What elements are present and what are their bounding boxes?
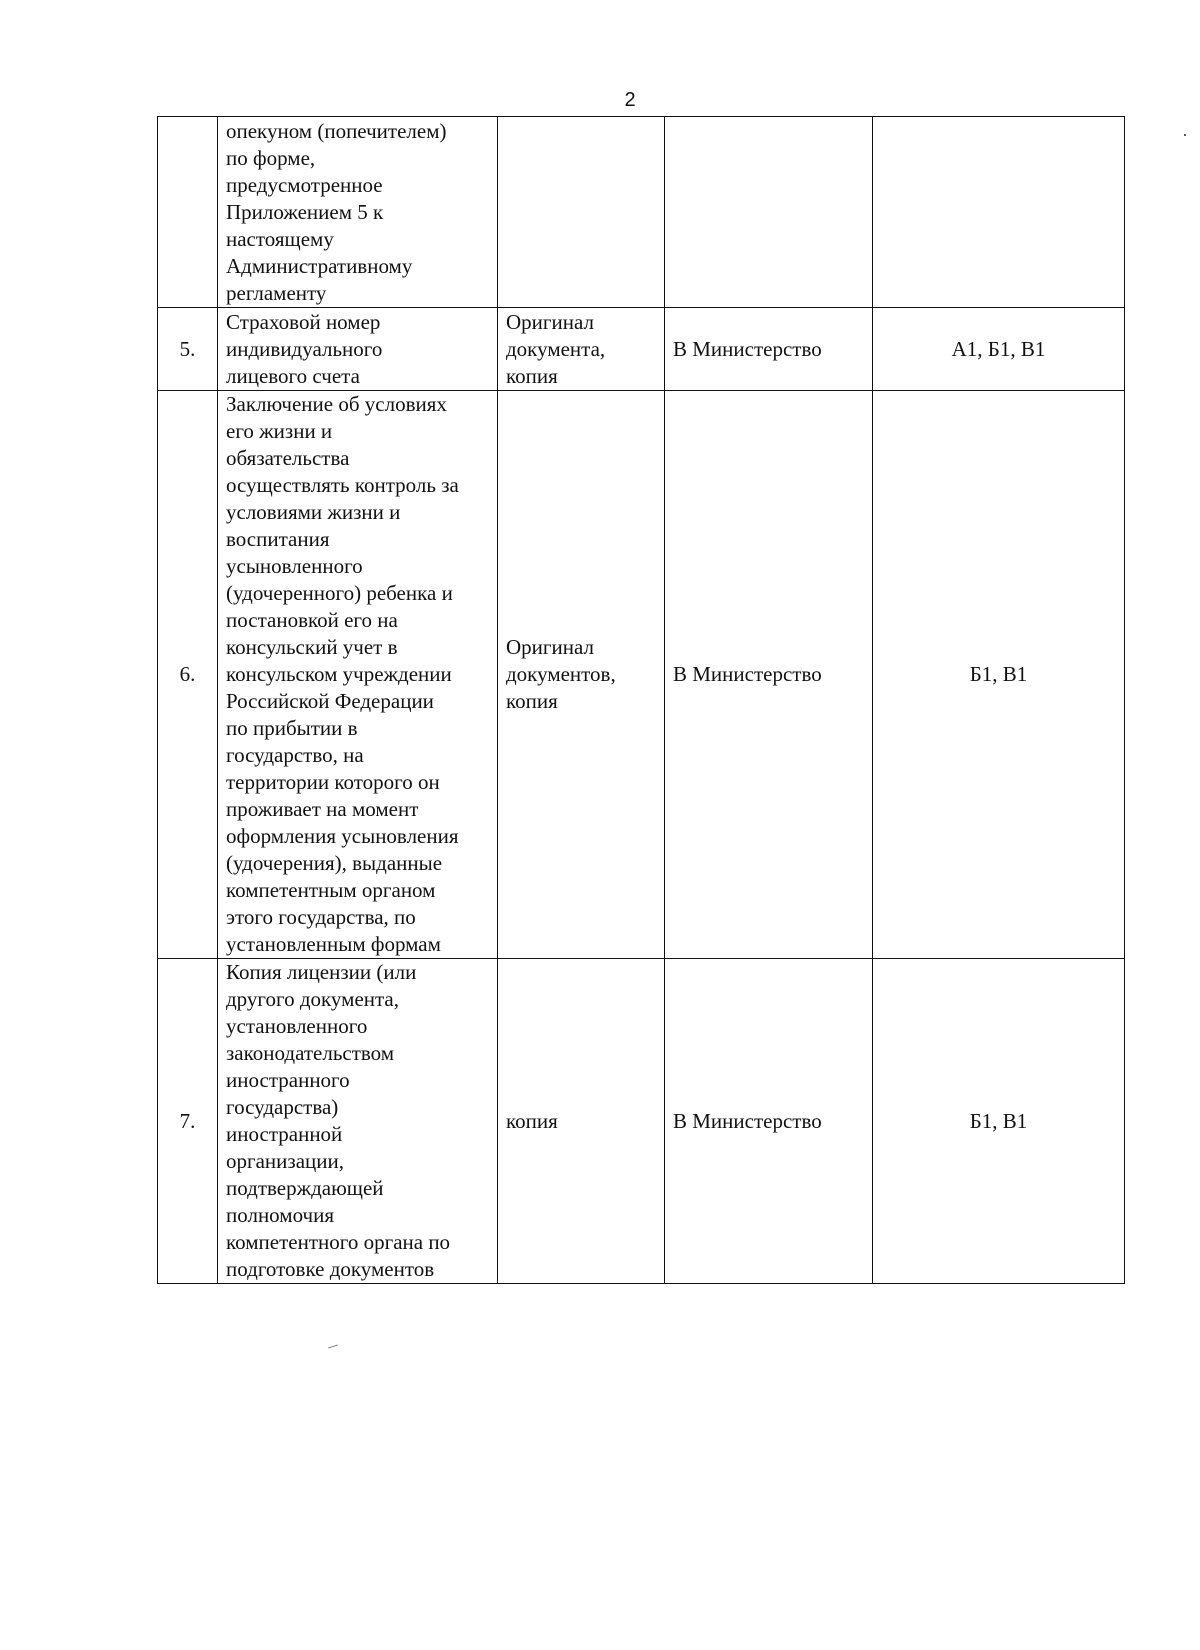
row-number (158, 117, 218, 308)
destination: В Министерство (665, 308, 873, 391)
document-name: Копия лицензии (или другого документа, установленного законодательством иностранного государства) иностранной организации, подтверждающей полномочия компетентного органа по подготовке документов (226, 960, 451, 1281)
row-number: 5. (158, 308, 218, 391)
destination: В Министерство (665, 391, 873, 959)
document-form-cell (498, 959, 665, 1284)
table-row (158, 391, 1125, 959)
table-row (158, 959, 1125, 1284)
document-name: Заключение об условиях его жизни и обязательства осуществлять контроль за условиями жизни и воспитания усыновленного (удочеренного) ребенка и постановкой его на консульский учет в консульском учреждении Российской Федерации по прибытии в государство, на территории которого он проживает на момент оформления усыновления (удочерения), выданные компетентным органом этого государства, по установленным формам (226, 392, 459, 956)
table-row (158, 117, 1125, 308)
table-row (158, 308, 1125, 391)
destination (665, 117, 873, 308)
document-name-cell (218, 959, 498, 1284)
scan-speck (1184, 134, 1186, 136)
document-name: опекуном (попечителем) по форме, предусмотренное Приложением 5 к настоящему Административному регламенту (226, 118, 447, 305)
document-name-cell (218, 117, 498, 308)
documents-table (157, 116, 1125, 1284)
row-number: 6. (158, 391, 218, 959)
codes: Б1, В1 (873, 391, 1125, 959)
document-form-cell (498, 117, 665, 308)
page-number: 2 (624, 89, 636, 111)
document-form-cell (498, 308, 665, 391)
row-number: 7. (158, 959, 218, 1284)
document-name-cell (218, 308, 498, 391)
document-name: Страховой номер индивидуального лицевого счета (226, 309, 383, 388)
scan-mark (328, 1344, 338, 1348)
codes (873, 117, 1125, 308)
document-form: копия (506, 1108, 558, 1133)
codes: Б1, В1 (873, 959, 1125, 1284)
document-form: Оригинал документа, копия (506, 309, 606, 388)
codes: А1, Б1, В1 (873, 308, 1125, 391)
document-name-cell (218, 391, 498, 959)
document-form-cell (498, 391, 665, 959)
document-form: Оригинал документов, копия (506, 635, 616, 713)
destination: В Министерство (665, 959, 873, 1284)
